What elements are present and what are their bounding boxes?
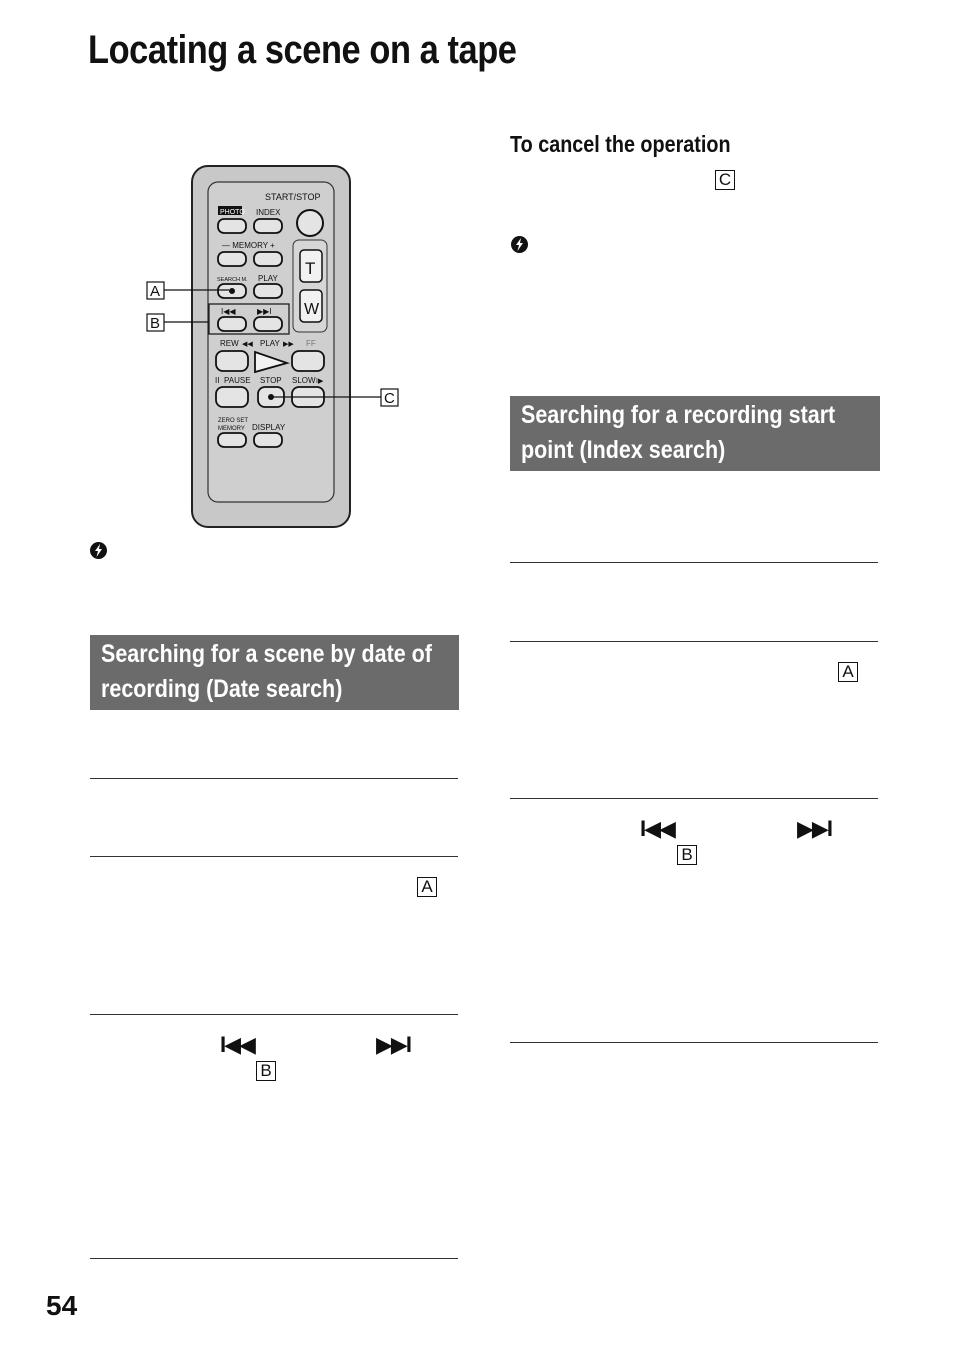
svg-text:▶▶: ▶▶ [283,341,294,348]
divider [90,1014,458,1015]
date-search-banner [90,635,459,710]
slow-label: SLOW [292,376,316,385]
date-search-banner-line1: Searching for a scene by date of [101,640,432,668]
play-label: PLAY [260,339,280,348]
index-search-banner [510,396,880,471]
divider [510,562,878,563]
date-search-label-b: B [256,1061,276,1081]
zero-set-button [218,433,246,447]
divider [90,778,458,779]
display-button [254,433,282,447]
page-title: Locating a scene on a tape [88,28,517,72]
divider [510,1042,878,1043]
callout-a: A [150,283,161,300]
stop-label: STOP [260,376,282,385]
prev-button [218,317,246,331]
index-search-label-b: B [677,845,697,865]
zoom-t-label: T [305,259,316,278]
date-search-prev-symbol: I◀◀ [220,1032,254,1057]
search-m-label: SEARCH M. [217,277,248,283]
zoom-w-label: W [304,301,320,318]
svg-text:I▶: I▶ [316,378,324,385]
memory-plus-button [254,252,282,266]
index-search-banner-line1: Searching for a recording start [521,401,836,429]
start-stop-label: START/STOP [265,192,321,202]
divider [510,798,878,799]
memory-minus-button [218,252,246,266]
svg-text:◀◀: ◀◀ [242,341,253,348]
cancel-label-c: C [715,170,735,190]
display-label: DISPLAY [252,423,286,432]
svg-text:I◀◀: I◀◀ [221,307,236,316]
zero-set-label-2: MEMORY [218,426,245,432]
play-top-button [254,284,282,298]
play-top-label: PLAY [258,274,278,283]
rew-label: REW [220,339,239,348]
lightning-note-icon [89,541,108,560]
index-search-banner-line2: point (Index search) [521,436,726,464]
svg-text:II: II [215,376,220,385]
rew-button [216,351,248,371]
callout-c: C [384,390,395,407]
pause-button [216,387,248,407]
date-search-banner-line2: recording (Date search) [101,675,343,703]
index-search-next-symbol: ▶▶I [797,816,831,841]
svg-text:▶▶I: ▶▶I [257,307,272,316]
index-search-label-a: A [838,662,858,682]
index-search-prev-symbol: I◀◀ [640,816,674,841]
zero-set-label-1: ZERO SET [218,418,249,424]
ff-label: FF [306,339,316,348]
photo-button [218,219,246,233]
index-label: INDEX [256,208,281,217]
date-search-next-symbol: ▶▶I [376,1032,410,1057]
divider [510,641,878,642]
date-search-label-a: A [417,877,437,897]
divider [90,1258,458,1259]
start-stop-button [297,210,323,236]
page-number: 54 [46,1290,78,1321]
next-button [254,317,282,331]
ff-button [292,351,324,371]
callout-b: B [150,315,161,332]
divider [90,856,458,857]
remote-control-illustration [140,160,410,535]
memory-label: — MEMORY + [222,241,275,250]
cancel-heading: To cancel the operation [510,131,731,157]
photo-label: PHOTO [220,209,245,216]
pause-label: PAUSE [224,376,251,385]
index-button [254,219,282,233]
lightning-note-icon [510,235,529,254]
